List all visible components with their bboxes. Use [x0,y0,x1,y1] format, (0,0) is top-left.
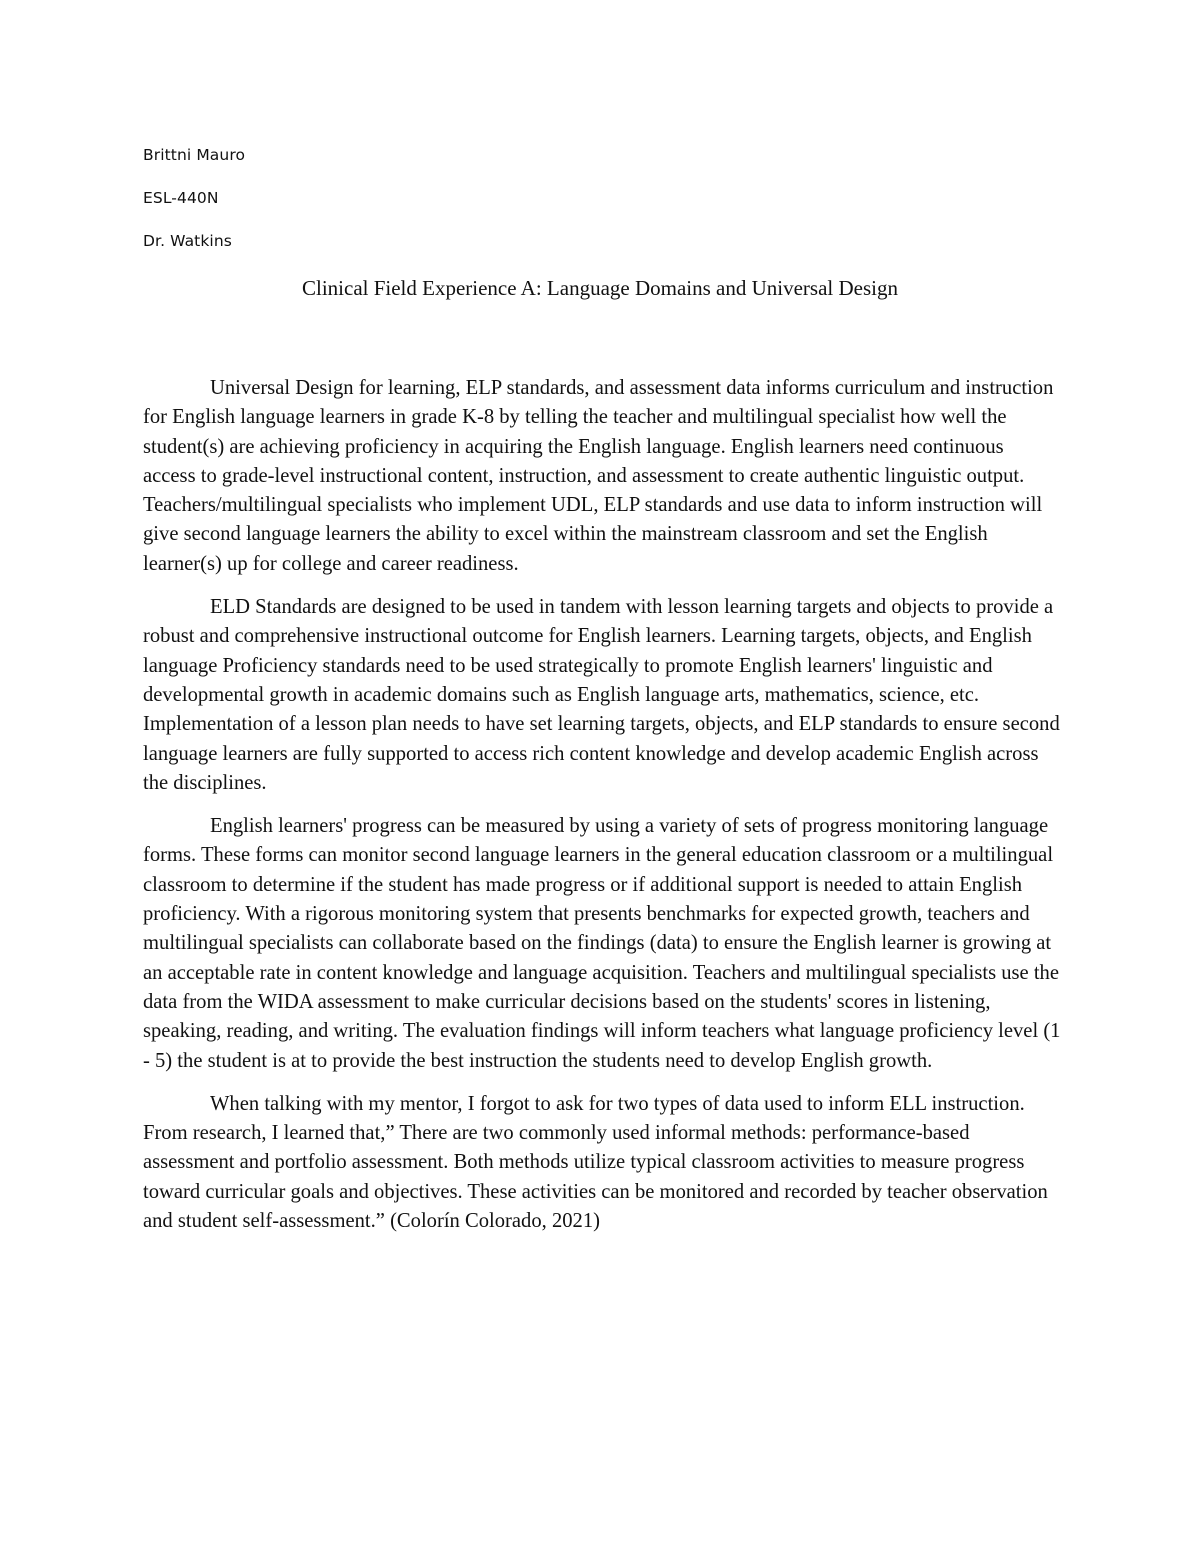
author-name: Brittni Mauro [143,146,246,164]
paragraph-3: English learners' progress can be measured by using a variety of sets of progress monitoring language forms. These forms can monitor second language learners in the general education classroom or a multilingual classroom to determine if the student has made progress or if additional support is needed to attain English proficiency. With a rigorous monitoring system that presents benchmarks for expected growth, teachers and multilingual specialists can collaborate based on the findings (data) to ensure the English learner is growing at an acceptable rate in content knowledge and language acquisition. Teachers and multilingual specialists use the data from the WIDA assessment to make curricular decisions based on the students' scores in listening, speaking, reading, and writing. The evaluation findings will inform teachers what language proficiency level (1 - 5) the student is at to provide the best instruction the students need to develop English growth. [143,815,1061,1072]
paragraph-1: Universal Design for learning, ELP standards, and assessment data informs curriculum and instruction for English language learners in grade K-8 by telling the teacher and multilingual specialist how well the student(s) are achieving proficiency in acquiring the English language. English learners need continuous access to grade-level instructional content, instruction, and assessment to create authentic linguistic output. Teachers/multilingual specialists who implement UDL, ELP standards and use data to inform instruction will give second language learners the ability to excel within the mainstream classroom and set the English learner(s) up for college and career readiness. [143,377,1054,575]
paragraph-2: ELD Standards are designed to be used in tandem with lesson learning targets and objects to provide a robust and comprehensive instructional outcome for English learners. Learning targets, objects, and English language Proficiency standards need to be used strategically to promote English learners' linguistic and developmental growth in academic domains such as English language arts, mathematics, science, etc. Implementation of a lesson plan needs to have set learning targets, objects, and ELP standards to ensure second language learners are fully supported to access rich content knowledge and develop academic English across the disciplines. [143,596,1060,794]
instructor-name: Dr. Watkins [143,232,232,250]
course-code: ESL-440N [143,189,219,207]
paragraph-4: When talking with my mentor, I forgot to ask for two types of data used to inform ELL instruction. From research, I learned that,” There are two commonly used informal methods: performance-based assessment and portfolio assessment. Both methods utilize typical classroom activities to measure progress toward curricular goals and objectives. These activities can be monitored and recorded by teacher observation and student self-assessment.” (Colorín Colorado, 2021) [143,1092,1048,1233]
document-title: Clinical Field Experience A: Language Domains and Universal Design [301,276,898,300]
document-body [143,374,1061,1250]
